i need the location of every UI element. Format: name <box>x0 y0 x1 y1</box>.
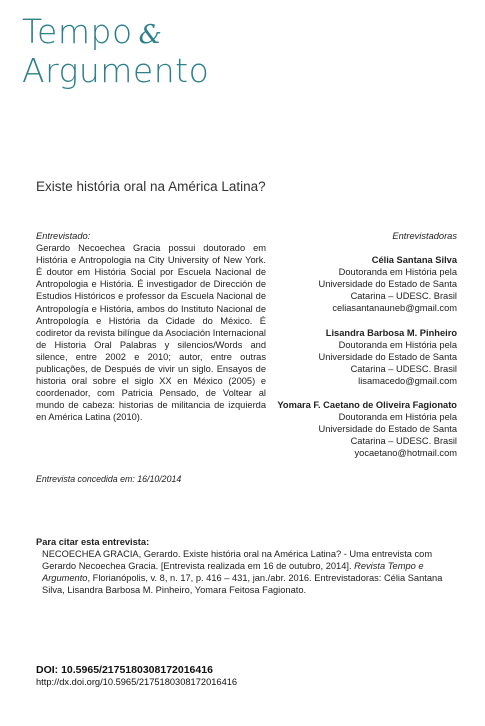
logo-word-tempo: Tempo <box>22 12 133 51</box>
doi-heading: DOI: 10.5965/2175180308172016416 <box>36 664 213 676</box>
interviewee-bio: Gerardo Necoechea Gracia possui doutorado em História e Antropologia na City University of New York. É doutor em História Social por Escuela Nacional de Antropologia e História. É investigador de Dirección de Estudios Históricos e professor da Escuela Nacional de Antropología e História, ambos do Instituto Nacional de Antropología e História da Cidade do México. É codiretor da revista bilíngue da Asociación Internacional de Historia Oral Palabras y silencios/Words and silence, entre 2002 e 2010; autor, entre outras publicações, de Después de vivir un siglo. Ensayos de historia oral sobre el siglo XX en México (2005) e coordenador, com Patricia Pensado, de Voltear al mundo de cabeza: historias de militancia de izquierda en América Latina (2010). <box>36 243 266 423</box>
interviewer-email[interactable]: lisamacedo@gmail.com <box>358 375 457 386</box>
interviewee-section <box>36 230 266 424</box>
logo-ampersand: & <box>138 20 163 50</box>
interviewer-email[interactable]: celiasantanauneb@gmail.com <box>332 303 457 314</box>
interviewer-yomara <box>247 399 457 459</box>
interview-date: Entrevista concedida em: 16/10/2014 <box>36 474 182 484</box>
interviewer-affiliation: Doutoranda em História pela <box>338 339 457 350</box>
interviewer-lisandra <box>247 327 457 387</box>
interview-title: Existe história oral na América Latina? <box>36 179 266 194</box>
interviewer-name: Lisandra Barbosa M. Pinheiro <box>325 327 457 338</box>
citation-part2: , Florianópolis, v. 8, n. 17, p. 416 – 431, jan./abr. 2016. Entrevistadoras: Célia Santana Silva, Lisandra Barbosa M. Pinheiro, Yomara Feitosa Fagionato. <box>42 573 443 596</box>
citation-text <box>36 548 456 596</box>
interviewer-affiliation: Universidade do Estado de Santa <box>318 351 457 362</box>
interviewers-label: Entrevistadoras <box>392 231 457 241</box>
interviewers-section <box>247 230 457 472</box>
interviewer-affiliation: Doutoranda em História pela <box>338 412 457 423</box>
interviewer-affiliation: Catarina – UDESC. Brasil <box>350 363 457 374</box>
citation-block <box>36 536 456 596</box>
citation-journal: Revista Tempo e Argumento <box>42 561 424 584</box>
interviewer-affiliation: Doutoranda em História pela <box>338 267 457 278</box>
doi-link[interactable]: http://dx.doi.org/10.5965/2175180308172016416 <box>36 677 238 687</box>
interviewer-email[interactable]: yocaetano@hotmail.com <box>354 448 457 459</box>
interviewer-affiliation: Catarina – UDESC. Brasil <box>350 436 457 447</box>
interviewer-name: Célia Santana Silva <box>371 255 457 266</box>
journal-logo <box>22 14 209 89</box>
logo-word-argumento: Argumento <box>22 51 210 90</box>
citation-heading: Para citar esta entrevista: <box>36 537 150 547</box>
interviewer-affiliation: Catarina – UDESC. Brasil <box>350 291 457 302</box>
interviewer-affiliation: Universidade do Estado de Santa <box>318 279 457 290</box>
interviewee-label: Entrevistado: <box>36 231 91 241</box>
interviewer-name: Yomara F. Caetano de Oliveira Fagionato <box>277 400 457 411</box>
interviewer-celia <box>247 254 457 314</box>
doi-block <box>36 664 237 687</box>
citation-part1: NECOECHEA GRACIA, Gerardo. Existe história oral na América Latina? - Uma entrevista com Gerardo Necoechea Gracia. [Entrevista realizada em 16 de outubro, 2014]. <box>42 549 433 572</box>
interviewer-affiliation: Universidade do Estado de Santa <box>318 424 457 435</box>
